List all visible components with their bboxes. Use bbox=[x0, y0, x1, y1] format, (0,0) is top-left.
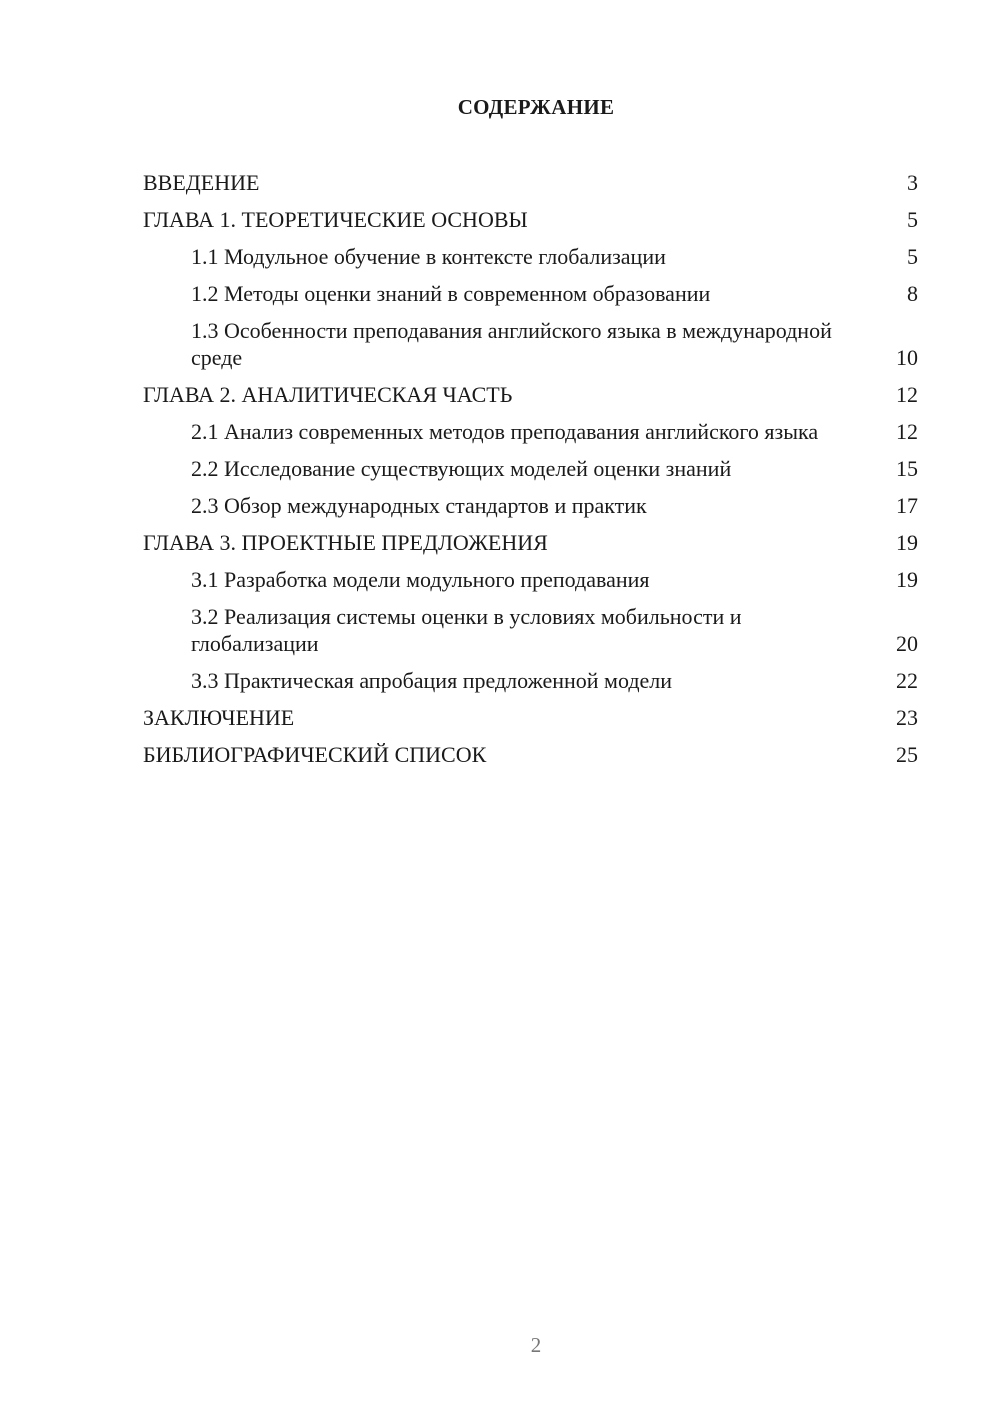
toc-entry-section-3-3 bbox=[143, 667, 918, 694]
toc-entry-label: 2.3 Обзор международных стандартов и практик bbox=[191, 493, 647, 518]
toc-entry-page: 12 bbox=[896, 382, 918, 407]
toc-entry-page: 17 bbox=[896, 493, 918, 518]
toc-entry-label: БИБЛИОГРАФИЧЕСКИЙ СПИСОК bbox=[143, 742, 487, 767]
toc-entry-label: 2.1 Анализ современных методов преподавания английского языка bbox=[191, 419, 819, 444]
toc-entry-section-1-1 bbox=[143, 243, 918, 270]
toc-entry-page: 12 bbox=[896, 419, 918, 444]
toc-entry-page: 5 bbox=[907, 244, 918, 269]
page-number: 2 bbox=[530, 1333, 542, 1357]
toc-entry-label: ГЛАВА 1. ТЕОРЕТИЧЕСКИЕ ОСНОВЫ bbox=[143, 207, 528, 232]
toc-entry-chapter-2 bbox=[143, 381, 918, 408]
toc-entry-page: 20 bbox=[896, 631, 918, 656]
toc-entry-section-1-2 bbox=[143, 280, 918, 307]
toc-entry-section-2-3 bbox=[143, 492, 918, 519]
toc-entry-chapter-3 bbox=[143, 529, 918, 556]
toc-entry-chapter-1 bbox=[143, 206, 918, 233]
toc-entry-label: ЗАКЛЮЧЕНИЕ bbox=[143, 705, 295, 730]
toc-entry-section-3-2 bbox=[143, 603, 918, 657]
toc-entry-label: 1.1 Модульное обучение в контексте глобализации bbox=[191, 244, 666, 269]
toc-entry-page: 19 bbox=[896, 567, 918, 592]
toc-entry-page: 22 bbox=[896, 668, 918, 693]
toc-entry-page: 10 bbox=[896, 345, 918, 370]
toc-entry-page: 23 bbox=[896, 705, 918, 730]
toc-entry-page: 3 bbox=[907, 170, 918, 195]
toc-entry-label: 1.3 Особенности преподавания английского языка в международной среде bbox=[191, 318, 832, 370]
toc-entry-section-2-1 bbox=[143, 418, 918, 445]
toc-entry-label: ГЛАВА 2. АНАЛИТИЧЕСКАЯ ЧАСТЬ bbox=[143, 382, 513, 407]
toc-entry-page: 15 bbox=[896, 456, 918, 481]
toc-entry-label: 3.1 Разработка модели модульного преподавания bbox=[191, 567, 650, 592]
toc-entry-page: 8 bbox=[907, 281, 918, 306]
toc-entry-label: ГЛАВА 3. ПРОЕКТНЫЕ ПРЕДЛОЖЕНИЯ bbox=[143, 530, 548, 555]
toc-entry-bibliography bbox=[143, 741, 918, 768]
toc-entry-conclusion bbox=[143, 704, 918, 731]
toc-entry-section-3-1 bbox=[143, 566, 918, 593]
toc-entry-introduction bbox=[143, 169, 918, 196]
toc-entry-label: 3.3 Практическая апробация предложенной модели bbox=[191, 668, 673, 693]
toc-entry-page: 25 bbox=[896, 742, 918, 767]
page-title: СОДЕРЖАНИЕ bbox=[457, 95, 615, 119]
toc-entry-label: 1.2 Методы оценки знаний в современном образовании bbox=[191, 281, 711, 306]
toc-entry-label: ВВЕДЕНИЕ bbox=[143, 170, 260, 195]
toc-entry-page: 19 bbox=[896, 530, 918, 555]
toc-entry-page: 5 bbox=[907, 207, 918, 232]
toc-entry-section-2-2 bbox=[143, 455, 918, 482]
table-of-contents bbox=[143, 169, 918, 778]
toc-entry-label: 2.2 Исследование существующих моделей оценки знаний bbox=[191, 456, 732, 481]
toc-entry-section-1-3 bbox=[143, 317, 918, 371]
toc-entry-label: 3.2 Реализация системы оценки в условиях мобильности и глобализации bbox=[191, 604, 742, 656]
